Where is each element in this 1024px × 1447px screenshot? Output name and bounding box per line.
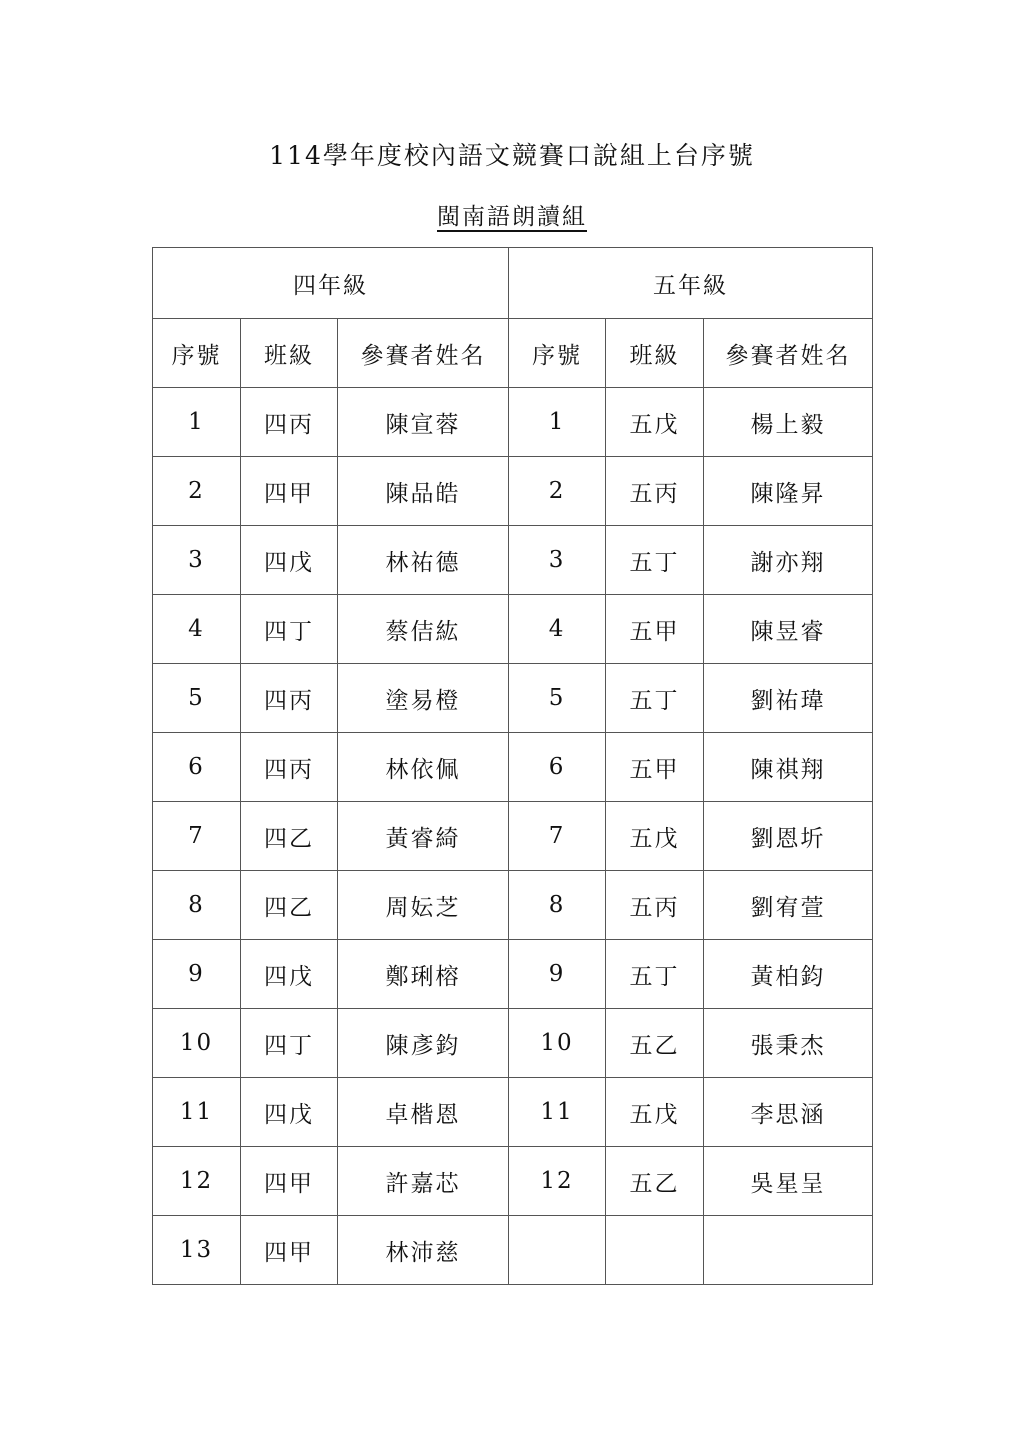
table-row [153, 595, 873, 664]
table-row [153, 871, 873, 940]
g4-name-cell: 陳宣蓉 [338, 388, 509, 457]
g4-name-cell: 林沛慈 [338, 1216, 509, 1285]
document-title: 114學年度校內語文競賽口說組上台序號 [269, 141, 755, 170]
g5-class-cell: 五丁 [606, 664, 704, 733]
g5-name-cell [704, 1216, 873, 1285]
g5-seq-cell [509, 1216, 606, 1285]
g4-class-cell: 四乙 [241, 802, 338, 871]
g4-class-cell: 四甲 [241, 457, 338, 526]
g4-name-cell: 林祐德 [338, 526, 509, 595]
table-row [153, 457, 873, 526]
g5-name-cell: 劉宥萱 [704, 871, 873, 940]
g4-seq-cell: 2 [153, 457, 241, 526]
g4-class-cell: 四戊 [241, 940, 338, 1009]
g4-seq-cell: 10 [153, 1009, 241, 1078]
g4-seq-cell: 4 [153, 595, 241, 664]
g5-name-cell: 陳祺翔 [704, 733, 873, 802]
g4-seq-cell: 3 [153, 526, 241, 595]
table-row [153, 388, 873, 457]
g4-class-cell: 四丁 [241, 595, 338, 664]
g4-class-cell: 四甲 [241, 1216, 338, 1285]
g5-name-cell: 黃柏鈞 [704, 940, 873, 1009]
g4-seq-header: 序號 [153, 319, 241, 388]
g5-seq-cell: 4 [509, 595, 606, 664]
g4-seq-cell: 9 [153, 940, 241, 1009]
g4-seq-cell: 12 [153, 1147, 241, 1216]
g4-name-cell: 塗易橙 [338, 664, 509, 733]
g4-name-cell: 卓楷恩 [338, 1078, 509, 1147]
g5-seq-cell: 8 [509, 871, 606, 940]
g5-name-cell: 李思涵 [704, 1078, 873, 1147]
g5-name-cell: 張秉杰 [704, 1009, 873, 1078]
g5-class-cell: 五甲 [606, 595, 704, 664]
g5-class-cell: 五乙 [606, 1147, 704, 1216]
g5-seq-cell: 5 [509, 664, 606, 733]
g4-class-cell: 四戊 [241, 1078, 338, 1147]
g4-name-cell: 蔡佶紘 [338, 595, 509, 664]
g5-class-cell: 五戊 [606, 802, 704, 871]
table-row [153, 1009, 873, 1078]
g4-name-cell: 許嘉芯 [338, 1147, 509, 1216]
g5-name-cell: 吳星呈 [704, 1147, 873, 1216]
g4-class-cell: 四丁 [241, 1009, 338, 1078]
g4-seq-cell: 5 [153, 664, 241, 733]
g4-class-cell: 四丙 [241, 388, 338, 457]
grade-four-header: 四年級 [153, 248, 509, 319]
g5-name-header: 參賽者姓名 [704, 319, 873, 388]
g5-class-cell: 五戊 [606, 388, 704, 457]
g4-name-cell: 黃睿綺 [338, 802, 509, 871]
g5-seq-cell: 9 [509, 940, 606, 1009]
g4-class-cell: 四丙 [241, 733, 338, 802]
g4-class-cell: 四甲 [241, 1147, 338, 1216]
g5-class-cell: 五丁 [606, 940, 704, 1009]
table-row [153, 733, 873, 802]
g5-seq-header: 序號 [509, 319, 606, 388]
g4-class-cell: 四乙 [241, 871, 338, 940]
g5-seq-cell: 2 [509, 457, 606, 526]
g5-seq-cell: 6 [509, 733, 606, 802]
grade-five-header: 五年級 [509, 248, 873, 319]
g4-seq-cell: 6 [153, 733, 241, 802]
g5-class-cell: 五甲 [606, 733, 704, 802]
table-row [153, 1078, 873, 1147]
g5-class-cell: 五戊 [606, 1078, 704, 1147]
document-subtitle [0, 200, 1024, 234]
g5-name-cell: 劉祐瑋 [704, 664, 873, 733]
g5-name-cell: 陳隆昇 [704, 457, 873, 526]
g4-name-cell: 林依佩 [338, 733, 509, 802]
g5-seq-cell: 3 [509, 526, 606, 595]
g4-name-cell: 鄭琍榕 [338, 940, 509, 1009]
g4-seq-cell: 7 [153, 802, 241, 871]
table-row [153, 1147, 873, 1216]
g5-seq-cell: 11 [509, 1078, 606, 1147]
g4-seq-cell: 8 [153, 871, 241, 940]
g5-seq-cell: 10 [509, 1009, 606, 1078]
g4-seq-cell: 1 [153, 388, 241, 457]
subtitle-text: 閩南語朗讀組 [437, 204, 587, 230]
g5-class-cell: 五乙 [606, 1009, 704, 1078]
g4-class-cell: 四丙 [241, 664, 338, 733]
table-row [153, 526, 873, 595]
table-row [153, 940, 873, 1009]
g5-name-cell: 謝亦翔 [704, 526, 873, 595]
g5-name-cell: 陳昱睿 [704, 595, 873, 664]
g5-seq-cell: 7 [509, 802, 606, 871]
g5-name-cell: 劉恩圻 [704, 802, 873, 871]
g5-name-cell: 楊上毅 [704, 388, 873, 457]
column-header-row [153, 319, 873, 388]
g5-class-header: 班級 [606, 319, 704, 388]
grade-header-row [153, 248, 873, 319]
g5-class-cell [606, 1216, 704, 1285]
g5-class-cell: 五丙 [606, 871, 704, 940]
g4-name-cell: 陳彥鈞 [338, 1009, 509, 1078]
roster-body [153, 388, 873, 1285]
g4-name-cell: 周妘芝 [338, 871, 509, 940]
table-row [153, 1216, 873, 1285]
roster-table [152, 247, 873, 1285]
g4-name-header: 參賽者姓名 [338, 319, 509, 388]
table-row [153, 802, 873, 871]
g4-seq-cell: 11 [153, 1078, 241, 1147]
table-row [153, 664, 873, 733]
g5-seq-cell: 12 [509, 1147, 606, 1216]
g5-class-cell: 五丁 [606, 526, 704, 595]
g4-name-cell: 陳品皓 [338, 457, 509, 526]
g5-class-cell: 五丙 [606, 457, 704, 526]
g4-class-cell: 四戊 [241, 526, 338, 595]
g4-seq-cell: 13 [153, 1216, 241, 1285]
g5-seq-cell: 1 [509, 388, 606, 457]
g4-class-header: 班級 [241, 319, 338, 388]
